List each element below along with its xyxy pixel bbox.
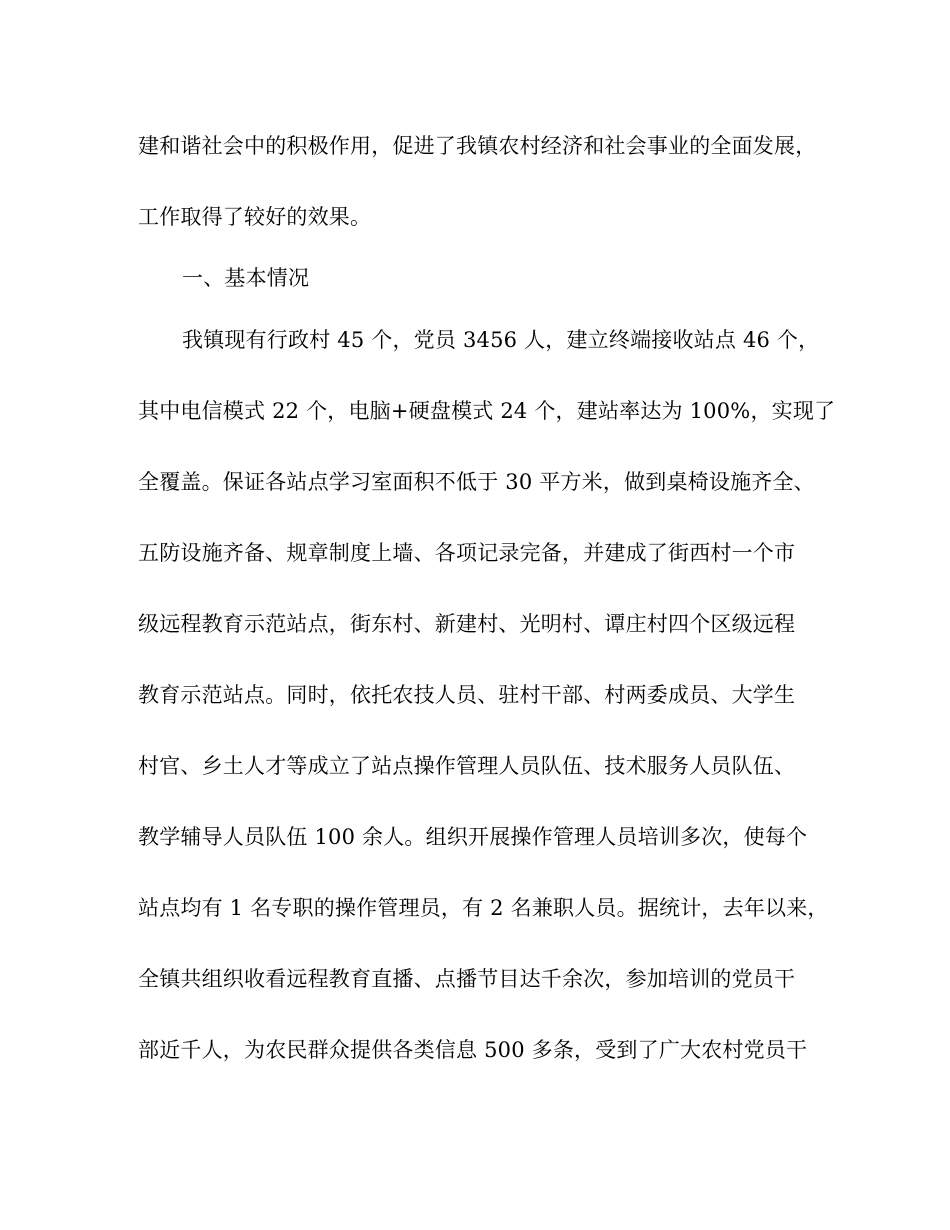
text-line-11: 教学辅导人员队伍 100 余人。组织开展操作管理人员培训多次，使每个 xyxy=(138,825,808,849)
text-line-13: 全镇共组织收看远程教育直播、点播节目达千余次，参加培训的党员干 xyxy=(138,967,796,991)
text-line-8: 级远程教育示范站点，街东村、新建村、光明村、谭庄村四个区级远程 xyxy=(138,612,796,636)
section-heading: 一、基本情况 xyxy=(182,266,310,290)
text-line-7: 五防设施齐备、规章制度上墙、各项记录完备，并建成了街西村一个市 xyxy=(138,541,796,565)
text-line-6: 全覆盖。保证各站点学习室面积不低于 30 平方米，做到桌椅设施齐全、 xyxy=(138,470,815,494)
text-line-2: 工作取得了较好的效果。 xyxy=(138,205,372,229)
text-line-1: 建和谐社会中的积极作用，促进了我镇农村经济和社会事业的全面发展， xyxy=(138,134,817,158)
text-line-4: 我镇现有行政村 45 个，党员 3456 人，建立终端接收站点 46 个， xyxy=(182,328,820,352)
text-line-9: 教育示范站点。同时，依托农技人员、驻村干部、村两委成员、大学生 xyxy=(138,683,796,707)
text-line-12: 站点均有 1 名专职的操作管理员，有 2 名兼职人员。据统计，去年以来， xyxy=(138,896,829,920)
text-line-5: 其中电信模式 22 个，电脑+硬盘模式 24 个，建站率达为 100%，实现了 xyxy=(138,399,836,423)
text-line-10: 村官、乡土人才等成立了站点操作管理人员队伍、技术服务人员队伍、 xyxy=(138,754,796,778)
text-line-14: 部近千人，为农民群众提供各类信息 500 多条，受到了广大农村党员干 xyxy=(138,1038,808,1062)
